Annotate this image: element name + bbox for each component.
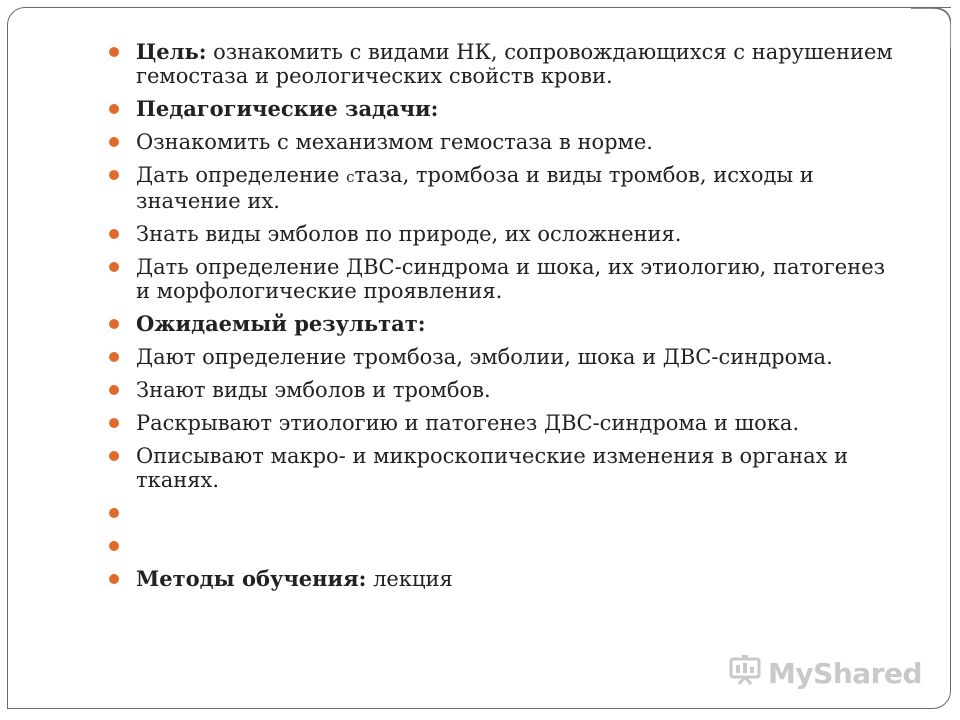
myshared-watermark bbox=[728, 655, 922, 692]
objectives-list bbox=[104, 40, 904, 600]
item-text: Знать виды эмболов по природе, их осложнения. bbox=[136, 222, 682, 246]
bullet-icon bbox=[109, 508, 119, 518]
list-item bbox=[104, 411, 904, 435]
list-item bbox=[104, 567, 904, 591]
item-text: Ознакомить с механизмом гемостаза в норме. bbox=[136, 130, 653, 154]
item-text: Знают виды эмболов и тромбов. bbox=[136, 378, 491, 402]
item-text: таза, тромбоза и виды тромбов, исходы и значение их. bbox=[136, 163, 814, 213]
watermark-brand: MyShared bbox=[768, 657, 922, 690]
presentation-board-icon bbox=[728, 655, 762, 692]
list-item bbox=[104, 345, 904, 369]
item-text: ознакомить с видами НК, сопровождающихся с нарушением гемостаза и реологических свойств крови. bbox=[136, 40, 893, 88]
bullet-icon bbox=[109, 104, 119, 114]
list-item bbox=[104, 97, 904, 121]
bullet-icon bbox=[109, 352, 119, 362]
item-text: Описывают макро- и микроскопические изменения в органах и тканях. bbox=[136, 444, 849, 492]
bullet-icon bbox=[109, 541, 119, 551]
item-label: Ожидаемый результат: bbox=[136, 311, 426, 336]
list-item-empty bbox=[104, 534, 904, 558]
item-text-small: с bbox=[346, 168, 355, 186]
list-item bbox=[104, 163, 904, 213]
bullet-icon bbox=[109, 385, 119, 395]
item-label: Методы обучения: bbox=[136, 566, 367, 591]
bullet-icon bbox=[109, 229, 119, 239]
item-text: Раскрывают этиологию и патогенез ДВС-синдрома и шока. bbox=[136, 411, 800, 435]
bullet-icon bbox=[109, 137, 119, 147]
bullet-icon bbox=[109, 170, 119, 180]
list-item bbox=[104, 222, 904, 246]
bullet-icon bbox=[109, 319, 119, 329]
item-text: Дать определение bbox=[136, 163, 347, 187]
list-item bbox=[104, 255, 904, 303]
corner-fold-decoration bbox=[911, 8, 951, 48]
item-text: Дают определение тромбоза, эмболии, шока и ДВС-синдрома. bbox=[136, 345, 833, 369]
list-item bbox=[104, 312, 904, 336]
item-label: Педагогические задачи: bbox=[136, 96, 439, 121]
list-item-empty bbox=[104, 501, 904, 525]
list-item bbox=[104, 444, 904, 492]
list-item bbox=[104, 40, 904, 88]
bullet-icon bbox=[109, 418, 119, 428]
item-text: Дать определение ДВС-синдрома и шока, их этиологию, патогенез и морфологические проявления. bbox=[136, 255, 886, 303]
bullet-icon bbox=[109, 47, 119, 57]
list-item bbox=[104, 130, 904, 154]
item-text: лекция bbox=[366, 567, 453, 591]
bullet-icon bbox=[109, 574, 119, 584]
item-label: Цель: bbox=[136, 39, 207, 64]
bullet-icon bbox=[109, 451, 119, 461]
list-item bbox=[104, 378, 904, 402]
bullet-icon bbox=[109, 262, 119, 272]
